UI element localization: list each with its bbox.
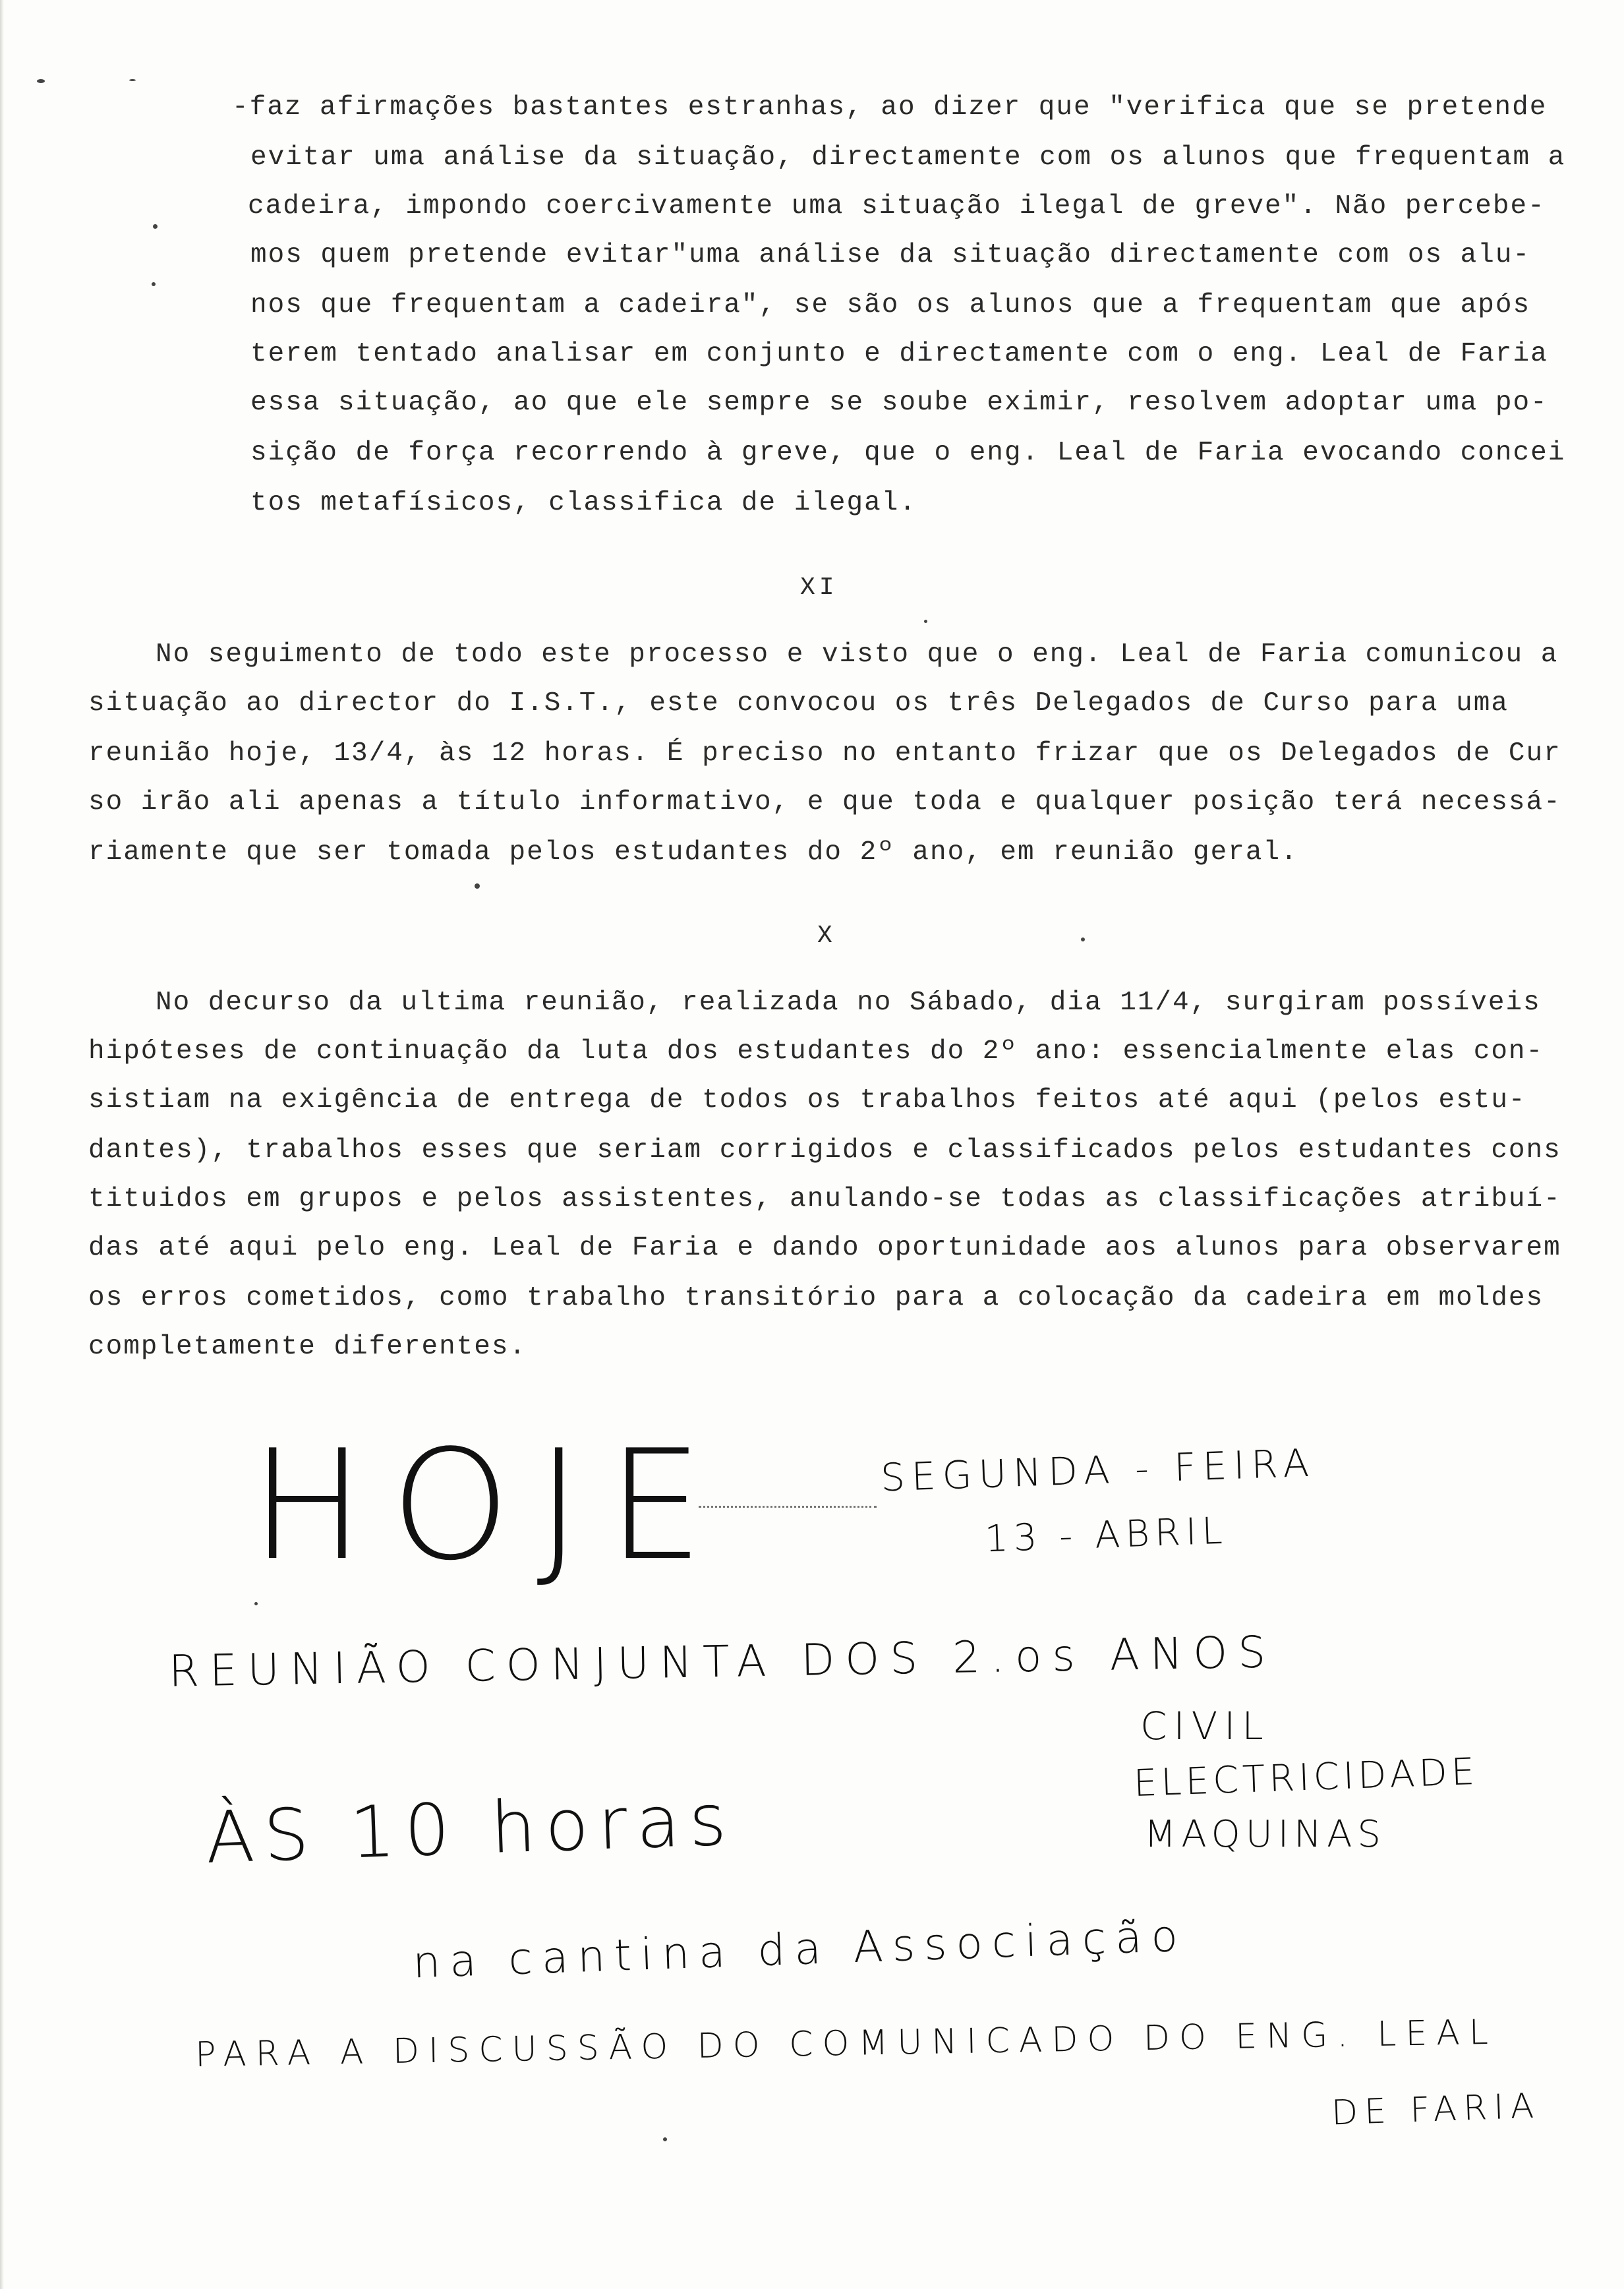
notice-meeting: REUNIÃO CONJUNTA DOS 2.os ANOS [168, 1626, 1277, 1697]
scan-speck [1081, 937, 1085, 941]
text-line: dantes), trabalhos esses que seriam corrigidos e classificados pelos estudantes cons [88, 1135, 1561, 1166]
notice-course-civil: CIVIL [1140, 1704, 1270, 1748]
text-line: das até aqui pelo eng. Leal de Faria e dando oportunidade aos alunos para observarem [88, 1233, 1561, 1263]
scan-speck [129, 79, 136, 81]
text-line: tituidos em grupos e pelos assistentes, anulando-se todas as classificações atribuí- [88, 1184, 1561, 1214]
scan-speck [475, 883, 480, 889]
notice-day: SEGUNDA - FEIRA [880, 1440, 1317, 1501]
text-line: sistiam na exigência de entrega de todos os trabalhos feitos até aqui (pelos estu- [88, 1085, 1526, 1115]
text-line: nos que frequentam a cadeira", se são os alunos que a frequentam que após [250, 290, 1531, 320]
text-line: completamente diferentes. [88, 1332, 527, 1362]
text-line: sição de força recorrendo à greve, que o eng. Leal de Faria evocando concei [250, 438, 1566, 468]
text-line: so irão ali apenas a título informativo, e que toda e qualquer posição terá necessá- [88, 787, 1561, 818]
section-heading-x: X [817, 922, 836, 950]
scan-speck [152, 282, 156, 286]
text-line: cadeira, impondo coercivamente uma situação ilegal de greve". Não percebe- [248, 191, 1546, 222]
scan-speck [37, 79, 45, 83]
notice-purpose-continued: DE FARIA [1331, 2086, 1542, 2133]
text-line: No seguimento de todo este processo e visto que o eng. Leal de Faria comunicou a [156, 639, 1559, 670]
scan-edge-shadow [0, 0, 4, 2289]
section-heading-xi: XI [800, 574, 838, 602]
text-line: -faz afirmações bastantes estranhas, ao dizer que "verifica que se pretende [232, 92, 1548, 123]
text-line: No decurso da ultima reunião, realizada no Sábado, dia 11/4, surgiram possíveis [156, 988, 1541, 1018]
notice-title: HOJE [250, 1418, 730, 1594]
notice-purpose: PARA A DISCUSSÃO DO COMUNICADO DO ENG. LEAL [194, 2012, 1498, 2075]
text-line: os erros cometidos, como trabalho transitório para a colocação da cadeira em moldes [88, 1283, 1544, 1313]
text-line: terem tentado analisar em conjunto e directamente com o eng. Leal de Faria [250, 339, 1548, 369]
notice-date: 13 - ABRIL [983, 1509, 1229, 1561]
text-line: evitar uma análise da situação, directamente com os alunos que frequentam a [250, 142, 1566, 173]
notice-course-electricidade: ELECTRICIDADE [1133, 1750, 1480, 1806]
notice-place: na cantina da Associação [412, 1910, 1188, 1988]
text-line: tos metafísicos, classifica de ilegal. [250, 488, 917, 518]
notice-course-maquinas: MAQUINAS [1144, 1813, 1386, 1856]
text-line: mos quem pretende evitar"uma análise da situação directamente com os alu- [250, 240, 1531, 270]
text-line: essa situação, ao que ele sempre se soube eximir, resolvem adoptar uma po- [250, 388, 1548, 418]
notice-time: ÀS 10 horas [204, 1779, 737, 1880]
text-line: reunião hoje, 13/4, às 12 horas. É preciso no entanto frizar que os Delegados de Cur [88, 738, 1561, 769]
scan-speck [924, 620, 927, 623]
text-line: hipóteses de continuação da luta dos estudantes do 2º ano: essencialmente elas con- [88, 1036, 1544, 1067]
scan-speck [663, 2137, 667, 2141]
text-line: situação ao director do I.S.T., este convocou os três Delegados de Curso para uma [88, 688, 1509, 719]
dotted-leader [699, 1506, 877, 1508]
scan-speck [153, 224, 158, 229]
text-line: riamente que ser tomada pelos estudantes do 2º ano, em reunião geral. [88, 837, 1298, 868]
scan-speck [254, 1602, 258, 1605]
